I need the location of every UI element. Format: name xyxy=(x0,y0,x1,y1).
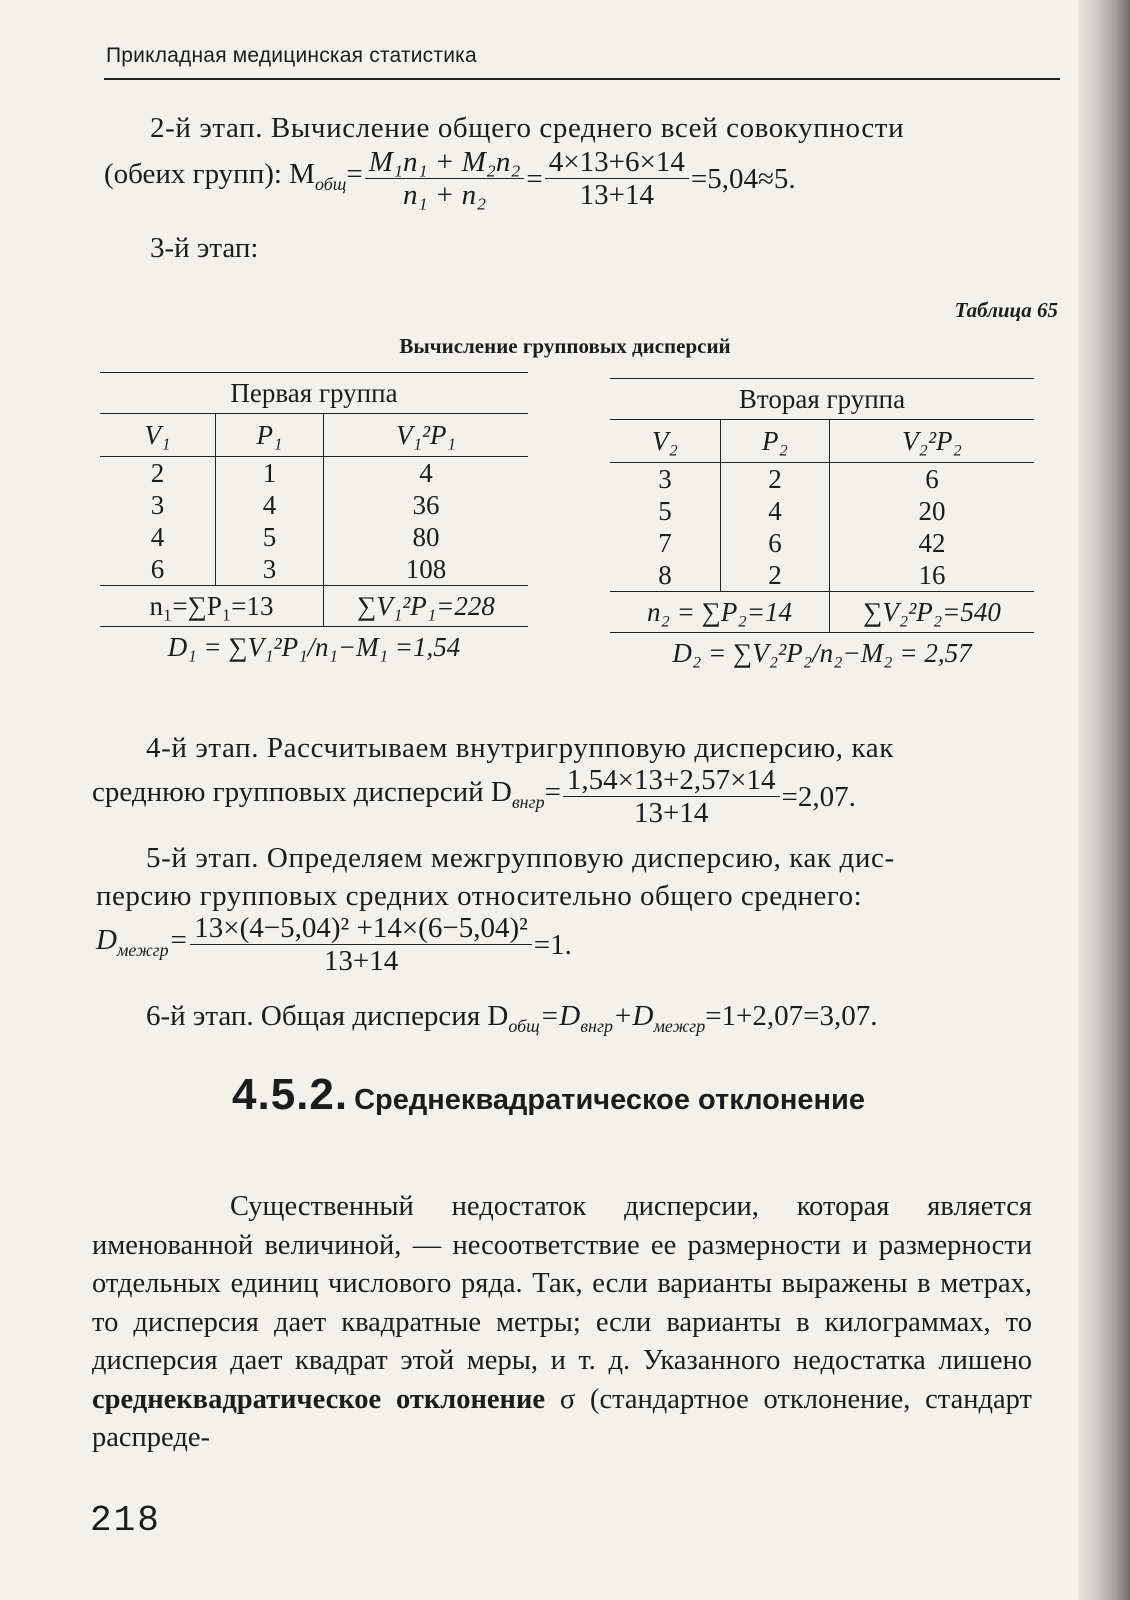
table-row: 2 1 4 xyxy=(100,457,528,490)
table-title: Вычисление групповых дисперсий xyxy=(399,334,731,358)
section-title: Среднеквадратическое отклонение xyxy=(354,1084,865,1116)
stage5-result: =1. xyxy=(533,928,572,961)
group2-col-v: V₂ xyxy=(610,420,721,463)
group2-sum-n: n₂ = ∑P₂=14 xyxy=(610,592,830,633)
table-number: Таблица 65 xyxy=(954,298,1058,322)
group2-table xyxy=(610,378,1034,673)
stage5-line2: персию групповых средних относительно общего среднего: xyxy=(96,880,863,912)
stage6-line: 6-й этап. Общая дисперсия $D_{общ}=D_{внгр}+D_{межгр}=1+2,07=3,07$. xyxy=(146,1000,878,1036)
table-row: 8 2 16 xyxy=(610,559,1034,592)
stage5-formula xyxy=(96,912,572,977)
table-row: 6 3 108 xyxy=(100,553,528,586)
group1-sum-v2p: ∑V₁²P₁=228 xyxy=(324,586,529,627)
group1-table xyxy=(100,372,528,667)
stage5-prefix: $D_{межгр}=$ xyxy=(96,923,189,960)
group1-col-v: V₁ xyxy=(100,414,216,457)
stage4-result: =2,07. xyxy=(781,780,856,813)
stage2-formula: (обеих групп): $M_{общ}=$ $\frac{\text{M₁n₁ + M₂n₂}}{\text{n₁ + n₂}}$ = $\frac{4\times 13+6\times 14}{13+14}$ =5,04≈5. xyxy=(104,146,796,211)
group1-header: Первая группа xyxy=(100,373,528,414)
group1-col-p: P₁ xyxy=(216,414,324,457)
section-heading xyxy=(232,1070,865,1120)
group2-sum-v2p: ∑V₂²P₂=540 xyxy=(830,592,1035,633)
stage4-line1: 4-й этап. Рассчитываем внутригрупповую дисперсию, как xyxy=(146,732,894,764)
stage2-fraction-numeric: $\frac{4\times 13+6\times 14}{13+14}$ xyxy=(545,146,689,211)
group2-col-p: P₂ xyxy=(721,420,830,463)
group2-header: Вторая группа xyxy=(610,379,1034,420)
page-number: 218 xyxy=(90,1500,161,1541)
running-header: Прикладная медицинская статистика xyxy=(106,44,477,67)
group1-sum-n: n₁=∑P₁=13 xyxy=(100,586,324,627)
table-row: 4 5 80 xyxy=(100,521,528,553)
stage2-prefix: (обеих групп): $M_{общ}=$ xyxy=(104,157,363,194)
stage2-line1: 2-й этап. Вычисление общего среднего всей совокупности xyxy=(150,112,905,144)
stage5-fraction: $\frac{\text{13×(4−5,04)² +14×(6−5,04)²}}{13+14}$ xyxy=(190,912,532,977)
group1-col-v2p: V₁²P₁ xyxy=(324,414,529,457)
header-rule xyxy=(104,78,1060,80)
stage5-line1: 5-й этап. Определяем межгрупповую дисперсию, как дис- xyxy=(146,842,895,874)
stage4-prefix: среднюю групповых дисперсий $D_{внгр}=$ xyxy=(92,775,561,812)
stage2-fraction-symbolic: $\frac{\text{M₁n₁ + M₂n₂}}{\text{n₁ + n₂}}$ xyxy=(365,146,525,211)
stage4-fraction: $\frac{1,54\times 13+2,57\times 14}{13+14}$ xyxy=(563,764,780,829)
body-paragraph: Существенный недостаток дисперсии, которая является именованной величиной, — несоответствие ее размерности и размерности отдельных единиц числового ряда. Так, если варианты выражены в метрах, то дисперсия дает квадратные метры; если варианты в килограммах, то дисперсия дает квадрат этой меры, и т. д. Указанного недостатка лишено среднеквадратическое отклонение σ (стандартное отклонение, стандарт распреде- xyxy=(92,1191,1032,1453)
stage4-formula xyxy=(92,764,856,829)
table-row: 3 4 36 xyxy=(100,489,528,521)
group1-dispersion: D₁ = ∑V₁²P₁/n₁−M₁ =1,54 xyxy=(167,631,461,662)
group2-col-v2p: V₂²P₂ xyxy=(830,420,1035,463)
page-edge-shadow xyxy=(1078,0,1130,1600)
table-row: 5 4 20 xyxy=(610,495,1034,527)
table-row: 3 2 6 xyxy=(610,463,1034,496)
table-row: 7 6 42 xyxy=(610,527,1034,559)
stage3-label: 3-й этап: xyxy=(150,232,259,264)
body-bold-term: среднеквадратическое отклонение xyxy=(92,1383,546,1415)
stage2-result: =5,04≈5. xyxy=(690,162,796,195)
section-number: 4.5.2. xyxy=(232,1070,349,1119)
group2-dispersion: D₂ = ∑V₂²P₂/n₂−M₂ = 2,57 xyxy=(672,637,972,668)
